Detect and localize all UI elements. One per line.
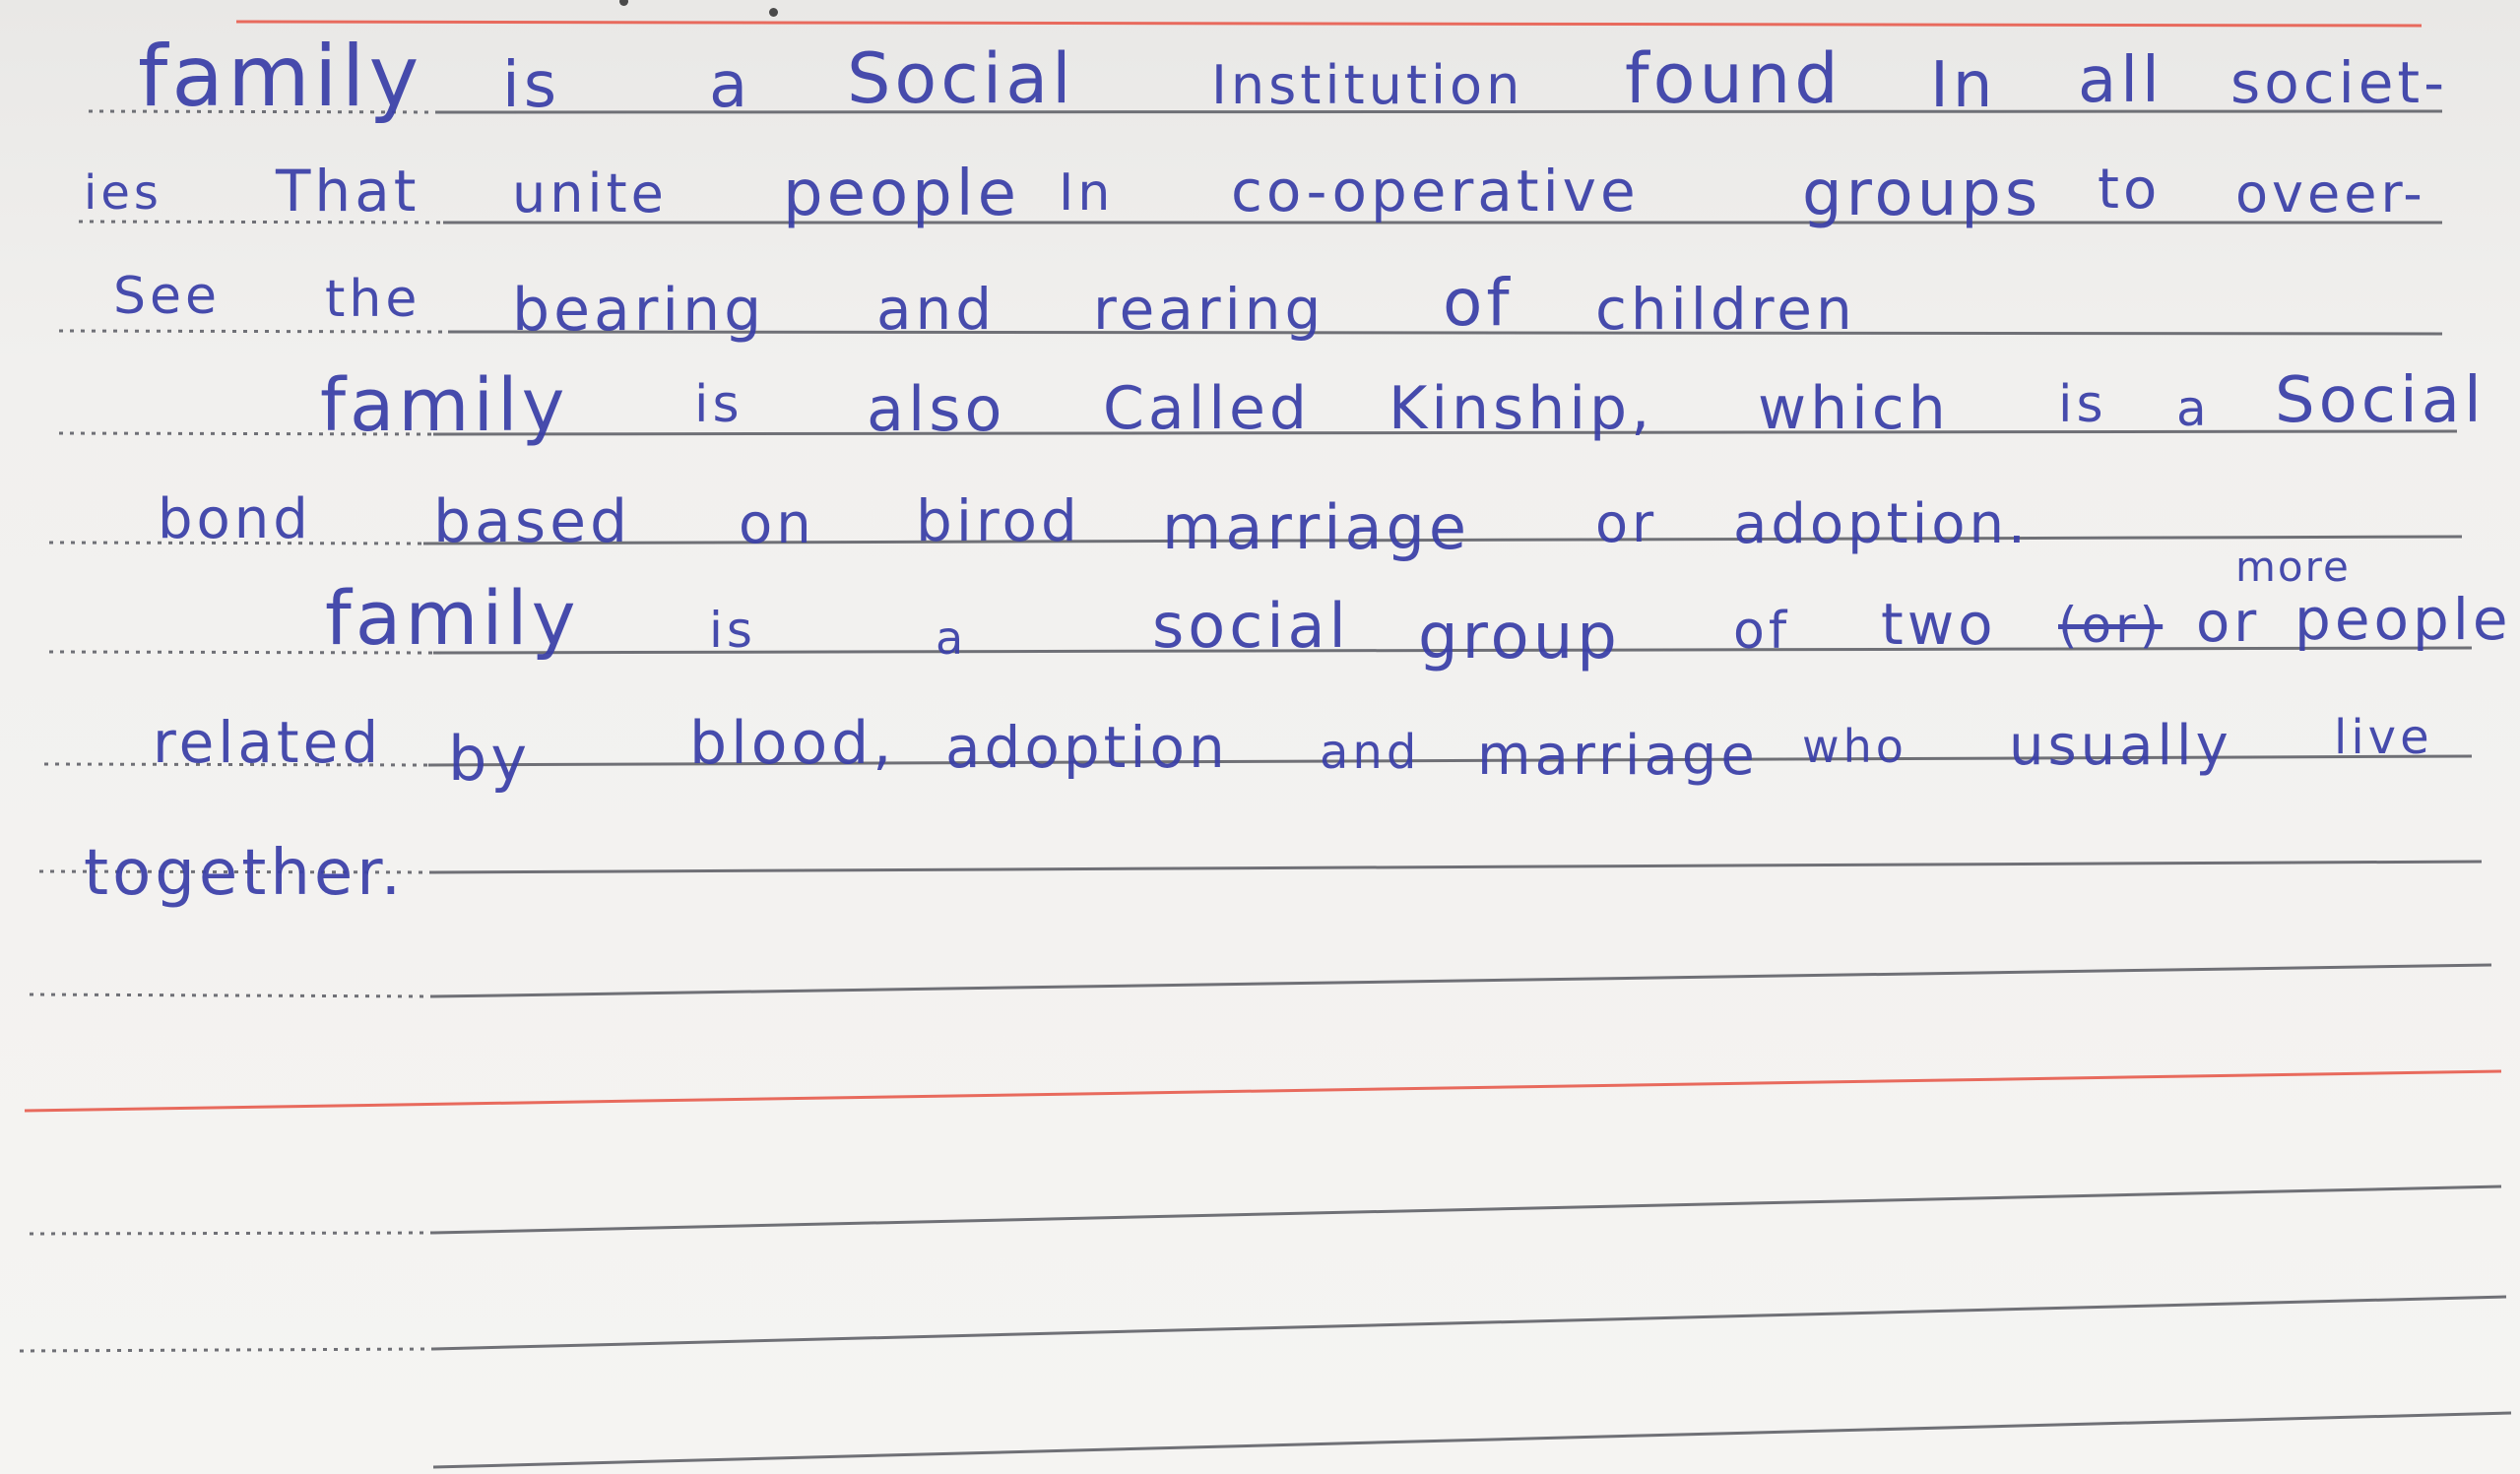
handwritten-word: group — [1418, 601, 1621, 673]
handwritten-word: unite — [512, 162, 668, 224]
handwritten-word: blood, — [689, 709, 896, 778]
handwritten-word: ies — [84, 165, 162, 221]
handwritten-word: together. — [84, 837, 406, 910]
dotted-guide — [30, 1233, 433, 1234]
handwritten-word: marriage — [1477, 724, 1759, 788]
handwritten-word: social — [1152, 590, 1350, 662]
handwritten-word: usually — [2009, 714, 2232, 778]
handwritten-word: live — [2334, 710, 2433, 765]
handwritten-word: found — [1625, 38, 1842, 119]
handwritten-word: related — [153, 709, 383, 776]
handwritten-word: societ- — [2230, 49, 2449, 116]
handwritten-word: Social — [2275, 364, 2486, 437]
handwritten-word: people — [2294, 586, 2512, 653]
handwritten-word: by — [448, 723, 532, 795]
dotted-guide — [20, 1349, 433, 1351]
handwritten-word: based — [433, 487, 632, 556]
handwritten-word: or — [2196, 591, 2261, 655]
handwritten-word: birod — [916, 487, 1081, 554]
handwritten-word: family — [320, 363, 569, 448]
handwritten-word: groups — [1802, 158, 2042, 230]
handwritten-insertion: more — [2235, 543, 2351, 591]
ruled-line — [433, 965, 2491, 996]
crossed-out-word: (or) — [2058, 597, 2164, 654]
handwritten-word: adoption. — [1733, 492, 2030, 556]
handwritten-word: of — [1443, 265, 1514, 341]
handwritten-word: all — [2078, 44, 2164, 117]
ruled-line — [433, 1413, 2511, 1467]
handwritten-word: children — [1595, 276, 1856, 343]
handwritten-word: See — [113, 267, 221, 326]
dotted-guide — [59, 331, 448, 332]
handwritten-word: Called — [1103, 374, 1312, 443]
handwritten-word: and — [876, 276, 997, 343]
handwritten-word: is — [709, 602, 756, 659]
handwritten-word: is — [694, 375, 743, 434]
handwritten-word: bearing — [512, 276, 766, 345]
handwritten-word: on — [739, 492, 815, 556]
handwritten-word: family — [325, 574, 580, 662]
handwritten-word: also — [867, 373, 1006, 445]
handwritten-word: who — [1802, 720, 1907, 773]
handwritten-word: rearing — [1093, 276, 1325, 343]
ruled-line — [433, 862, 2482, 872]
handwritten-word: a — [2176, 380, 2211, 437]
handwritten-word: co-operative — [1231, 158, 1640, 224]
handwritten-word: oveer- — [2235, 162, 2426, 224]
handwritten-word: is — [502, 49, 561, 122]
handwritten-word: is — [2058, 375, 2107, 434]
top-margin-rule — [236, 22, 2422, 26]
handwritten-word: and — [1320, 725, 1421, 780]
dotted-guide — [30, 994, 433, 996]
handwritten-word: people — [783, 158, 1020, 230]
handwritten-word: marriage — [1162, 491, 1470, 563]
lower-margin-rule — [25, 1071, 2501, 1111]
handwritten-word: adoption — [945, 714, 1229, 781]
handwritten-word: the — [325, 270, 421, 329]
ruled-line — [433, 1186, 2501, 1233]
handwritten-word: family — [138, 28, 423, 126]
handwritten-word: Institution — [1211, 54, 1524, 116]
handwritten-word: which — [1758, 374, 1950, 443]
handwritten-word: Kinship, — [1389, 374, 1654, 443]
handwritten-word: or — [1595, 492, 1658, 554]
handwritten-word: In — [1930, 49, 1997, 122]
handwritten-word: Social — [847, 38, 1075, 119]
ruled-line — [433, 1297, 2506, 1349]
handwritten-word: That — [276, 158, 420, 224]
handwritten-word: to — [2098, 158, 2162, 222]
handwritten-word: bond — [158, 487, 312, 551]
handwritten-word: two — [1881, 591, 1997, 658]
handwritten-word: a — [709, 49, 752, 122]
handwritten-word: In — [1059, 163, 1115, 223]
handwritten-word: a — [936, 611, 968, 665]
handwritten-word: of — [1733, 602, 1791, 661]
